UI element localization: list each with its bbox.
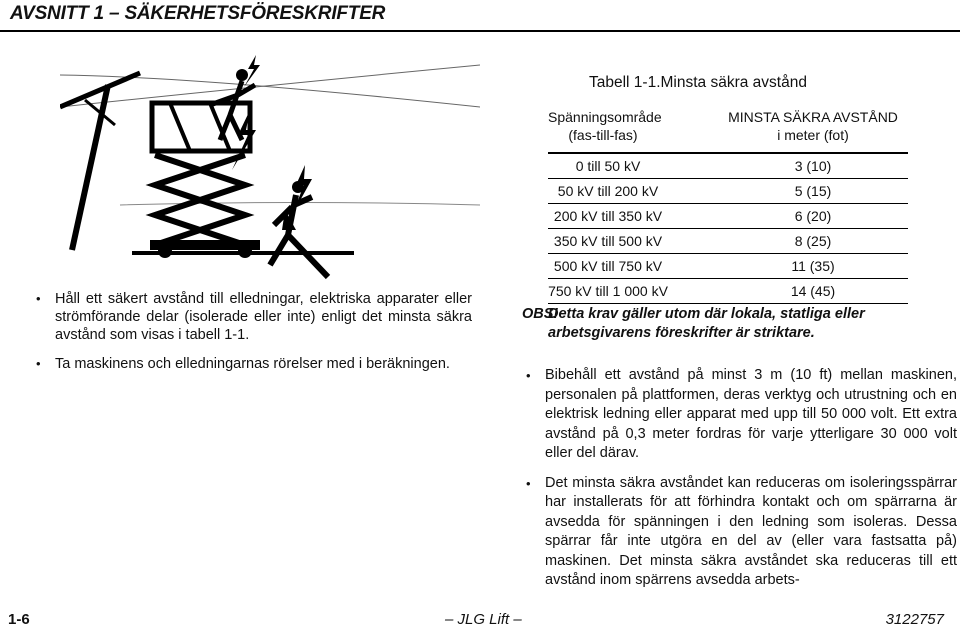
table-row — [548, 204, 908, 229]
list-item: • Håll ett säkert avstånd till elledningar, elektriska apparater eller strömförande delar (isolerade eller inte) enligt det minsta säkra avstånd som visas i tabell 1-1. — [32, 290, 472, 344]
voltage-range-cell: 500 kV till 750 kV — [553, 258, 663, 274]
voltage-range-cell: 0 till 50 kV — [575, 158, 641, 174]
document-number: 3122757 — [885, 611, 944, 628]
distance-cell: 6 (20) — [794, 208, 832, 224]
distance-cell: 3 (10) — [794, 158, 832, 174]
table-header — [548, 108, 908, 154]
note-label: OBS! — [522, 306, 559, 322]
worker-on-ground-icon — [270, 181, 328, 277]
voltage-range-cell: 200 kV till 350 kV — [553, 208, 663, 224]
distance-cell: 14 (45) — [790, 283, 836, 299]
table-title: Tabell 1-1.Minsta säkra avstånd — [589, 74, 807, 91]
power-line-hazard-illustration — [60, 55, 480, 285]
note-text: Detta krav gäller utom där lokala, statliga eller arbetsgivarens föreskrifter är striktare. — [548, 306, 865, 341]
voltage-range-cell: 50 kV till 200 kV — [557, 183, 659, 199]
list-item: • Bibehåll ett avstånd på minst 3 m (10 ft) mellan maskinen, personalen på plattformen, deras verktyg och utrustning och en elektrisk ledning eller apparat med upp till 50 000 volt. Ett extra avstånd på 0,3 meter fordras för varje ytterligare 30 000 volt eller del därav. — [522, 366, 957, 464]
table-row — [548, 229, 908, 254]
distance-cell: 11 (35) — [791, 258, 835, 274]
table-row — [548, 154, 908, 179]
list-item: • Ta maskinens och elledningarnas rörelser med i beräkningen. — [32, 355, 472, 373]
distance-cell: 5 (15) — [794, 183, 832, 199]
list-item: • Det minsta säkra avståndet kan reduceras om isoleringsspärrar har installerats för att förhindra kontakt och om spärrarna är avsedda för spänningen i den ledning som isoleras. Dessa spärrar får inte utgöra en del av (eller vara fastsatta på) maskinen. Det minsta säkra avståndet ska reduceras till ett avstånd inom spärrens avsedda arbets- — [522, 474, 957, 591]
page-footer — [0, 605, 960, 630]
table-row — [548, 279, 908, 304]
table-row — [548, 254, 908, 279]
page-number: 1-6 — [8, 611, 30, 628]
header-rule — [0, 30, 960, 32]
distance-cell: 8 (25) — [794, 233, 832, 249]
page-header — [0, 0, 960, 30]
left-bullet-list — [32, 290, 472, 384]
column-header-voltage: Spänningsområde (fas-till-fas) — [548, 109, 662, 143]
table-row — [548, 179, 908, 204]
section-title: AVSNITT 1 – SÄKERHETSFÖRESKRIFTER — [10, 3, 386, 24]
voltage-range-cell: 350 kV till 500 kV — [553, 233, 663, 249]
voltage-range-cell: 750 kV till 1 000 kV — [548, 283, 668, 299]
right-bullet-list — [522, 366, 957, 601]
safe-distance-table — [548, 108, 908, 304]
column-header-distance: MINSTA SÄKRA AVSTÅND i meter (fot) — [728, 109, 898, 143]
footer-brand: – JLG Lift – — [445, 611, 522, 628]
